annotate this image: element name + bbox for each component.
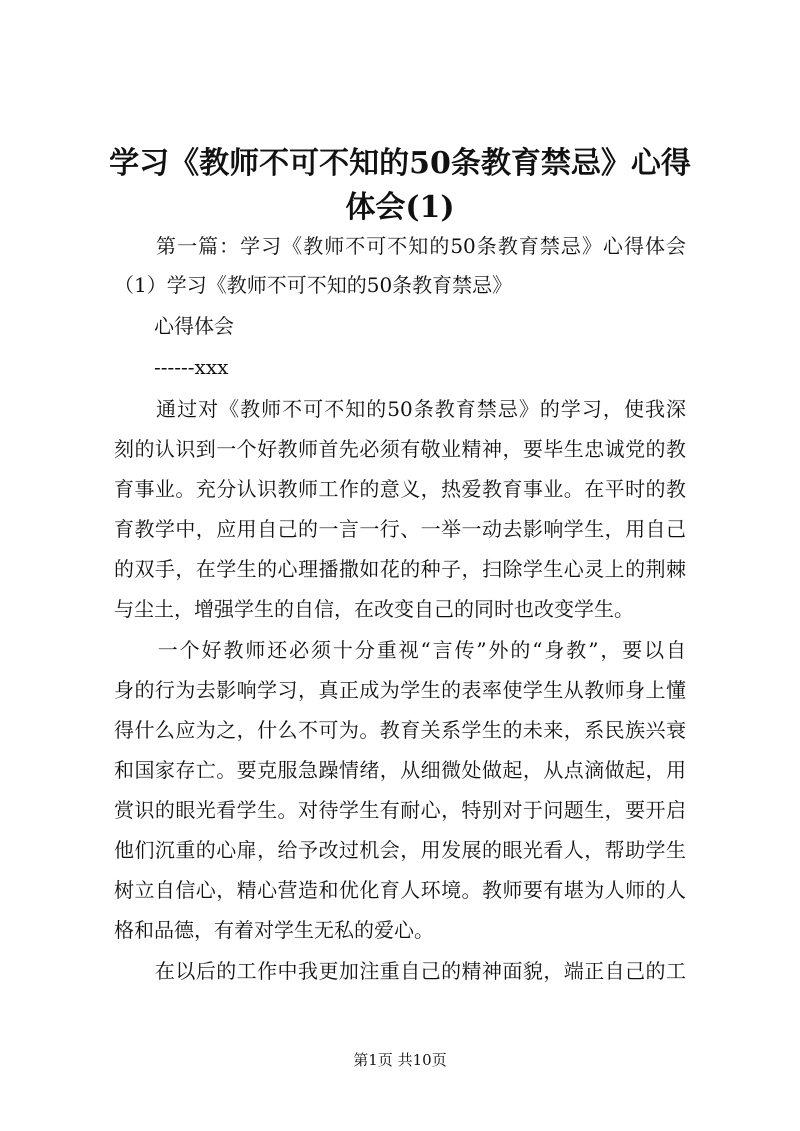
body-line: 刻的认识到一个好教师首先必须有敬业精神，要毕生忠诚党的教 — [114, 437, 686, 461]
body-line: 他们沉重的心扉，给予改过机会，用发展的眼光看人，帮助学生 — [114, 838, 686, 862]
body-line: 第一篇：学习《教师不可不知的50条教育禁忌》心得体会 — [114, 234, 686, 258]
body-line: 育事业。充分认识教师工作的意义，热爱教育事业。在平时的教 — [114, 477, 686, 501]
title-line-1: 学习《教师不可不知的50条教育禁忌》心得 — [109, 146, 691, 181]
body-line: （1）学习《教师不可不知的50条教育禁忌》 — [114, 273, 513, 297]
body-line: 的双手，在学生的心理播撒如花的种子，扫除学生心灵上的荆棘 — [114, 557, 686, 581]
body-line: 身的行为去影响学习，真正成为学生的表率使学生从教师身上懂 — [114, 678, 686, 702]
body-line: 育教学中，应用自己的一言一行、一举一动去影响学生，用自己 — [114, 517, 686, 541]
body-line: 在以后的工作中我更加注重自己的精神面貌，端正自己的工 — [114, 959, 686, 983]
body-line: 通过对《教师不可不知的50条教育禁忌》的学习，使我深 — [114, 397, 686, 421]
title-line-2: 体会(1) — [345, 190, 455, 225]
page-footer: 第1页 共10页 — [353, 1051, 447, 1069]
body-line: 与尘土，增强学生的自信，在改变自己的同时也改变学生。 — [114, 597, 634, 621]
body-line: 心得体会 — [114, 314, 234, 338]
body-line: 格和品德，有着对学生无私的爱心。 — [114, 918, 434, 942]
body-line: 赏识的眼光看学生。对待学生有耐心，特别对于问题生，要开启 — [114, 798, 686, 822]
body-line: ------xxx — [114, 355, 229, 379]
body-line: 树立自信心，精心营造和优化育人环境。教师要有堪为人师的人 — [114, 878, 686, 902]
body-line: 和国家存亡。要克服急躁情绪，从细微处做起，从点滴做起，用 — [114, 758, 686, 782]
document-title — [95, 142, 705, 230]
body-line: 一个好教师还必须十分重视“言传”外的“身教”，要以自 — [114, 638, 686, 662]
body-line: 得什么应为之，什么不可为。教育关系学生的未来，系民族兴衰 — [114, 718, 686, 742]
